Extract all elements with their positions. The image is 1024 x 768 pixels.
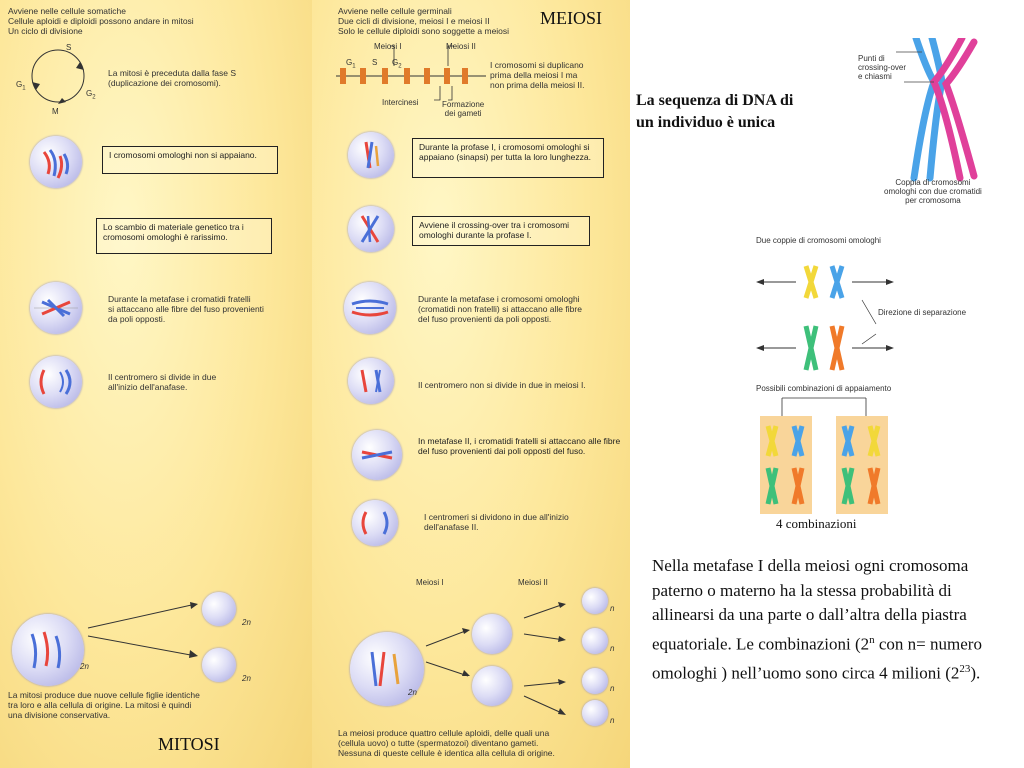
mitosi-title: MITOSI xyxy=(158,734,220,754)
chromosomes-icon xyxy=(352,500,398,546)
meiosi-cell-metaphase1 xyxy=(344,282,396,334)
combos-count: 4 combinazioni xyxy=(776,516,857,531)
ploidy-2n: 2n xyxy=(242,674,251,683)
timeline-intercinesi: Intercinesi xyxy=(382,98,419,107)
mitosi-parent-cell xyxy=(12,614,84,686)
cell-cycle-diagram xyxy=(20,40,100,120)
chromosomes-icon xyxy=(30,356,82,408)
ploidy-n: n xyxy=(610,716,615,725)
dna-heading: La sequenza di DNA di un individuo è unica xyxy=(636,92,794,131)
crossing-over-label: Punti di crossing-over e chiasmi xyxy=(858,54,907,81)
ploidy-n: n xyxy=(610,604,615,613)
mitosi-cell-metaphase xyxy=(30,282,82,334)
meiosis-paragraph xyxy=(652,554,1004,686)
meiosi-metaphase2-text: In metafase II, i cromatidi fratelli si attaccano alle fibre del fuso provenienti dai poli opposti del fuso. xyxy=(418,436,621,456)
paragraph-part-c: ). xyxy=(970,663,981,683)
stage-meiosi1: Meiosi I xyxy=(416,578,444,587)
stage-meiosi2: Meiosi II xyxy=(518,578,548,587)
meiosi-header: Avviene nelle cellule germinali Due cicli di divisione, meiosi I e meiosi II Solo le cellule diploidi sono soggette a meiosi xyxy=(338,6,510,36)
pairs-title: Due coppie di cromosomi omologhi xyxy=(756,236,881,245)
timeline-g1: $G_1$ xyxy=(346,58,356,70)
combinations-diagram xyxy=(752,394,1000,514)
chiasma-figure xyxy=(850,38,1000,208)
ploidy-n: n xyxy=(610,644,615,653)
division-arrows xyxy=(84,598,204,658)
mitosi-metaphase-text: Durante la metafase i cromatidi fratelli si attaccano alle fibre del fuso provenienti da poli opposti. xyxy=(108,294,264,324)
meiosi-footer: La meiosi produce quattro cellule aploidi, delle quali una (cellula uovo) o tutte (spermatozoi) diventano gameti. Nessuna di queste cellule è identica alla cellula di origine. xyxy=(338,728,555,758)
mitosi-header: Avviene nelle cellule somatiche Cellule aploidi e diploidi possono andare in mitosi Un ciclo di divisione xyxy=(8,6,194,36)
mitosi-box-homologs: I cromosomi omologhi non si appaiano. xyxy=(102,146,278,174)
paragraph-part-b: con n= numero omologhi ) nell’uomo sono circa 4 milioni (2 xyxy=(652,634,982,683)
mitosi-daughter-cell-2 xyxy=(202,648,236,682)
meiosi-gamete-4 xyxy=(582,700,608,726)
meiosi-intermediate-cell-1 xyxy=(472,614,512,654)
meiosi-gamete-1 xyxy=(582,588,608,614)
meiosi-cell-anaphase1 xyxy=(348,358,394,404)
cycle-label-m: M xyxy=(52,107,59,116)
meiosis-timeline xyxy=(336,46,488,106)
mitosi-panel xyxy=(0,0,314,768)
combos-title: Possibili combinazioni di appaiamento xyxy=(756,384,892,393)
timeline-meiosi1: Meiosi I xyxy=(374,42,402,51)
chromosomes-icon xyxy=(348,358,394,404)
chromosomes-icon xyxy=(348,132,394,178)
ploidy-2n: 2n xyxy=(408,688,417,697)
mitosi-daughter-cell-1 xyxy=(202,592,236,626)
chromosomes-icon xyxy=(12,614,84,686)
timeline-g2: $G_2$ xyxy=(392,58,402,70)
mitosi-box-exchange: Lo scambio di materiale genetico tra i cromosomi omologhi è rarissimo. xyxy=(96,218,272,254)
mitosi-anaphase-text: Il centromero si divide in due all'inizio dell'anafase. xyxy=(108,372,217,392)
timeline-s: S xyxy=(372,58,378,67)
meiosi-cell-crossing-over xyxy=(348,206,394,252)
meiosi-cell-metaphase2 xyxy=(352,430,402,480)
ploidy-2n: 2n xyxy=(80,662,89,671)
meiosi-gamete-2 xyxy=(582,628,608,654)
meiosi-box-crossing-over: Avviene il crossing-over tra i cromosomi omologhi durante la profase I. xyxy=(412,216,590,246)
timeline-meiosi2: Meiosi II xyxy=(446,42,476,51)
combinations-figure xyxy=(752,232,1000,532)
meiosi-box-synapsis: Durante la profase I, i cromosomi omologhi si appaiano (sinapsi) per tutta la loro lunghezza. xyxy=(412,138,604,178)
chromosomes-icon xyxy=(30,282,82,334)
mitosi-cell-anaphase xyxy=(30,356,82,408)
meiosi-panel xyxy=(312,0,630,768)
cycle-label-s: S xyxy=(66,43,72,52)
cycle-label-g1: $G_1$ xyxy=(16,80,26,92)
exponent-n: n xyxy=(869,633,875,646)
mitosi-cell-prophase xyxy=(30,136,82,188)
cycle-label-g2: $G_2$ xyxy=(86,89,96,101)
meiosi-cell-anaphase2 xyxy=(352,500,398,546)
chromosomes-icon xyxy=(30,136,82,188)
chromosomes-icon xyxy=(344,282,396,334)
meiosi-centromere1-text: Il centromero non si divide in due in meiosi I. xyxy=(418,380,586,390)
chromosomes-icon xyxy=(352,430,402,480)
meiosi-centromere2-text: I centromeri si dividono in due all'inizio dell'anafase II. xyxy=(424,512,569,532)
chromosomes-icon xyxy=(348,206,394,252)
timeline-note: I cromosomi si duplicano prima della meiosi I ma non prima della meiosi II. xyxy=(490,60,585,90)
meiosi-intermediate-cell-2 xyxy=(472,666,512,706)
meiosi-cell-prophase xyxy=(348,132,394,178)
meiosi-title: MEIOSI xyxy=(540,8,602,28)
homolog-pair-label: Coppia di cromosomi omologhi con due cromatidi per cromosoma xyxy=(884,178,982,205)
mitosi-footer: La mitosi produce due nuove cellule figlie identiche tra loro e alla cellula di origine. La mitosi è quindi una divisione conservativa. xyxy=(8,690,200,720)
cycle-note: La mitosi è preceduta dalla fase S (duplicazione dei cromosomi). xyxy=(108,68,237,88)
ploidy-2n: 2n xyxy=(242,618,251,627)
timeline-formazione: Formazione dei gameti xyxy=(442,100,485,118)
direction-label: Direzione di separazione xyxy=(878,308,967,317)
paragraph-part-a: Nella metafase I della meiosi ogni cromosoma paterno o materno ha la stessa probabilità di allinearsi da una parte o dall’altra della piastra equatoriale. Le combinazioni (2 xyxy=(652,556,969,654)
exponent-23: 23 xyxy=(959,662,971,675)
meiosi-metaphase1-text: Durante la metafase i cromosomi omologhi (cromatidi non fratelli) si attaccano alle fibre del fuso provenienti da poli opposti. xyxy=(418,294,582,324)
ploidy-n: n xyxy=(610,684,615,693)
meiosi-gamete-3 xyxy=(582,668,608,694)
